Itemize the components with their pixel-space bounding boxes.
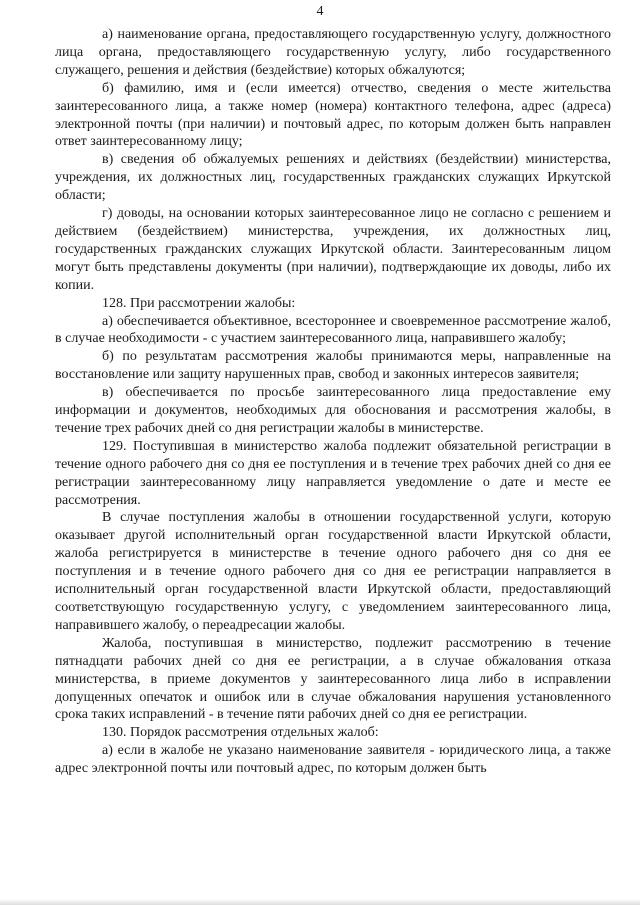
scan-shadow-edge [0,899,640,905]
paragraph-127-a: а) наименование органа, предоставляющего государственную услугу, должностного лица органа, предоставляющего государственную услугу, либо государственного служащего, решения и действия (бездействие) которых обжалуются; [55,27,611,78]
paragraph-128-heading: 128. При рассмотрении жалобы: [102,295,296,311]
paragraph-130-a: а) если в жалобе не указано наименование заявителя - юридического лица, а также адрес электронной почты или почтовый адрес, по которым должен быть [55,743,611,777]
paragraph-127-b: б) фамилию, имя и (если имеется) отчество, сведения о месте жительства заинтересованного лица, а также номер (номера) контактного телефона, адрес (адреса) электронной почты (при наличии) и почтовый адрес, по которым должен быть направлен ответ заинтересованному лицу; [55,80,611,150]
paragraph-127-v: в) сведения об обжалуемых решениях и действиях (бездействии) министерства, учреждения, их должностных лиц, государственных гражданских служащих Иркутской области; [55,152,611,204]
document-body [55,26,611,778]
paragraph-129-redirect: В случае поступления жалобы в отношении государственной услуги, которую оказывает другой исполнительный орган государственной власти Иркутской области, жалоба регистрируется в министерстве в течение одного рабочего дня со дня ее поступления и в течение одного рабочего дня со дня ее регистрации направляется в исполнительный орган государственной власти Иркутской области, предоставляющий соответствующую государственную услугу, с уведомлением заинтересованного лица, направившего жалобу, о переадресации жалобы. [55,510,611,633]
paragraph-129-deadline: Жалоба, поступившая в министерство, подлежит рассмотрению в течение пятнадцати рабочих дней со дня ее регистрации, а в случае обжалования отказа министерства, в приеме документов у заинтересованного лица либо в исправлении допущенных опечаток и ошибок или в случае обжалования нарушения установленного срока таких исправлений - в течение пяти рабочих дней со дня ее регистрации. [55,635,611,723]
paragraph-129: 129. Поступившая в министерство жалоба подлежит обязательной регистрации в течение одного рабочего дня со дня ее поступления и в течение трех рабочих дней со дня ее регистрации заинтересованному лицу направляется уведомление о дате и месте ее рассмотрения. [55,438,611,508]
paragraph-130-heading: 130. Порядок рассмотрения отдельных жалоб: [102,725,379,741]
paragraph-127-g: г) доводы, на основании которых заинтересованное лицо не согласно с решением и действием (бездействием) министерства, учреждения, их должностных лиц, государственных гражданских служащих Иркутской области. Заинтересованным лицом могут быть представлены документы (при наличии), подтверждающие их доводы, либо их копии. [55,206,611,293]
paragraph-128-b: б) по результатам рассмотрения жалобы принимаются меры, направленные на восстановление или защиту нарушенных прав, свобод и законных интересов заявителя; [55,349,611,383]
page-number: 4 [316,4,324,19]
paragraph-128-v: в) обеспечивается по просьбе заинтересованного лица предоставление ему информации и документов, необходимых для обоснования и рассмотрения жалобы, в течение трех рабочих дней со дня регистрации жалобы в министерстве. [55,385,611,436]
paragraph-128-a: а) обеспечивается объективное, всестороннее и своевременное рассмотрение жалоб, в случае необходимости - с участием заинтересованного лица, направившего жалобу; [55,313,611,347]
